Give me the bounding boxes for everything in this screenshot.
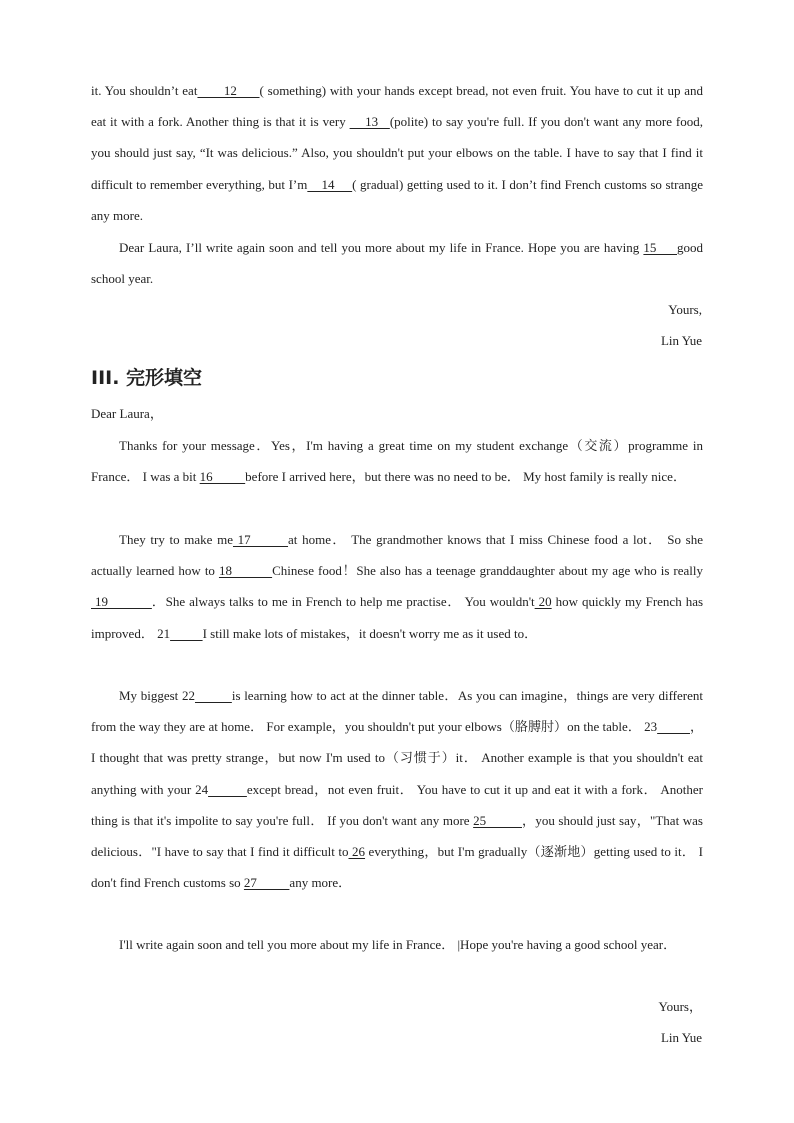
closing: Yours， (658, 999, 702, 1014)
text-run: (polite) to say you're full. If you don't want any more food, you should just say, “It was delicious.” Also, you shouldn't put your elbows on the table. I have to say that I find it difficult to remember everything, but I’m (91, 114, 703, 192)
blank-20: 20 (534, 594, 552, 610)
letter-paragraph (91, 430, 703, 492)
text-run: how quickly my French has improved． 21 (91, 594, 704, 641)
text-run: Thanks for your message．Yes，I'm having a great time on my student exchange（交流）programme in France． I was a bit (91, 438, 703, 485)
text-run: ( something) with your hands except bread, not even fruit. You have to cut it up and eat it with a fork. Another thing is that it is very (91, 83, 703, 130)
text-run: before I arrived here，but there was no need to be． My host family is really nice． (245, 469, 686, 485)
text-run: ，I thought that was pretty strange，but now I'm used to（习惯于）it． Another example is that you shouldn't eat anything with your 24 (91, 719, 703, 797)
blank-17: 17 (232, 532, 289, 547)
blank-12: 12 (197, 83, 260, 98)
blank-21 (170, 626, 203, 641)
signature: Lin Yue (660, 1030, 702, 1045)
letter-paragraph: I'll write again soon and tell you more about my life in France． |Hope you're having a good school year． (119, 937, 677, 952)
blank-23 (657, 719, 690, 734)
letter-paragraph (91, 524, 703, 649)
text-run: Chinese food！She also has a teenage granddaughter about my age who is really (272, 563, 703, 579)
text-run: My biggest 22 (119, 688, 195, 703)
text-run: any more． (289, 875, 352, 891)
blank-22 (195, 688, 232, 703)
text-run: at home． The grandmother knows that I miss Chinese food a lot． So she actually learned how to (91, 532, 703, 579)
passage-paragraph (91, 75, 703, 231)
blank-13: 13 (349, 114, 390, 130)
blank-25: 25 (473, 812, 522, 828)
passage-paragraph (91, 232, 703, 294)
text-run: ，you should just say，"That was delicious．"I have to say that I find it difficult to (91, 812, 703, 860)
text-run: Dear Laura, I’ll write again soon and tell you more about my life in France. Hope you are having (119, 240, 644, 255)
signature: Lin Yue (660, 333, 702, 348)
letter-greeting: Dear Laura， (91, 406, 163, 421)
text-run: good school year. (91, 240, 703, 287)
blank-15: 15 (643, 240, 677, 255)
text-run: except bread，not even fruit． You have to cut it up and eat it with a fork． Another thing is that it's impolite to say you're full． If you don't want any more (91, 781, 704, 828)
blank-18: 18 (218, 563, 273, 579)
section-heading: III. 完形填空 (91, 367, 203, 389)
blank-27: 27 (243, 875, 290, 891)
text-run: everything，but I'm gradually（逐渐地）getting used to it． I don't find French customs so (91, 844, 704, 891)
blank-19: 19 (91, 594, 152, 610)
blank-26: 26 (348, 844, 366, 860)
text-run: is learning how to act at the dinner table．As you can imagine，things are very different from the way they are at home． For example，you shouldn't put your elbows（胳膊肘）on the table． 23 (91, 688, 703, 735)
letter-paragraph (91, 680, 703, 898)
text-run: it. You shouldn’t eat (91, 83, 198, 98)
text-run: ．She always talks to me in French to help me practise． You wouldn't (151, 594, 535, 610)
closing: Yours, (668, 302, 702, 317)
text-run: I still make lots of mistakes，it doesn't worry me as it used to． (202, 625, 538, 641)
blank-16: 16 (199, 469, 246, 485)
blank-24 (208, 782, 247, 797)
blank-14: 14 (307, 176, 353, 192)
text-run: ( gradual) getting used to it. I don’t find French customs so strange any more. (91, 176, 704, 223)
text-run: They try to make me (119, 532, 233, 547)
